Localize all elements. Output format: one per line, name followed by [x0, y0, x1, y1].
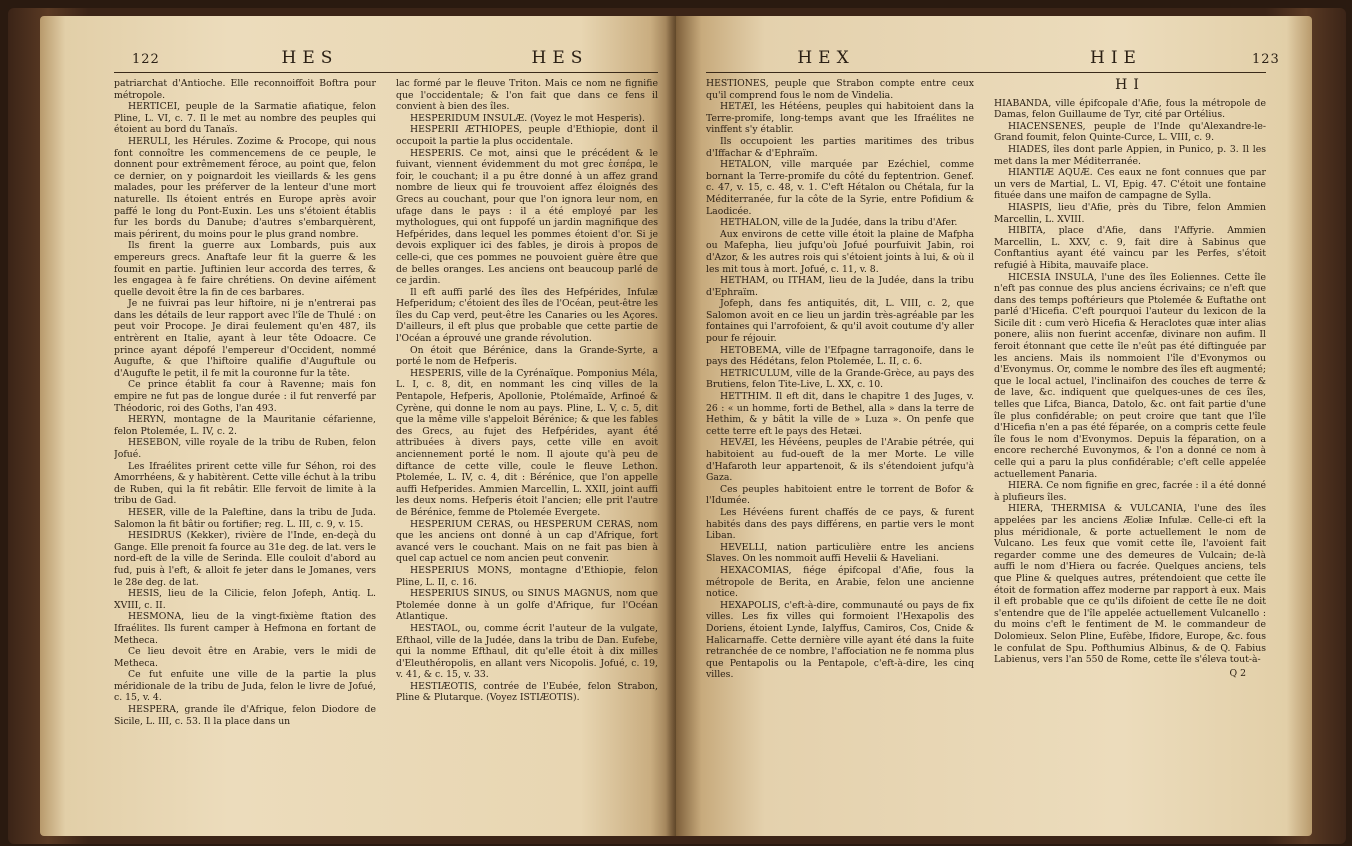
- signature-mark: Q 2: [1229, 667, 1246, 679]
- entry-paragraph: HESEBON, ville royale de la tribu de Ruben, felon Jofué.: [114, 437, 376, 460]
- header-rule: [706, 72, 1266, 73]
- running-head: HES: [281, 48, 339, 68]
- entry-paragraph: HERULI, les Hérules. Zozime & Procope, qui nous font connoître les commencemens de ce peuple, le donnent pour extrêmement féroce, au point que, felon ce dernier, on y poignardoit les vieillards & les gens malades, pour les préferver de la lenteur d'une mort naturelle. Ils étoient entrés en Europe après avoir paffé le long du Pont-Euxin. Les uns s'étoient établis fur les bords du Danube; d'autres s'embarquèrent, mais périrent, du moins pour le plus grand nombre.: [114, 135, 376, 240]
- entry-paragraph: HIABANDA, ville épifcopale d'Afie, fous la métropole de Damas, felon Guillaume de Tyr, cité par Ortélius.: [994, 97, 1266, 121]
- running-head: HES: [531, 48, 589, 68]
- entry-paragraph: HEXACOMIAS, fiége épifcopal d'Afie, fous la métropole de Berita, en Arabie, felon une ancienne notice.: [706, 564, 974, 600]
- text-column-right: [994, 78, 1266, 826]
- entry-paragraph: HETOBEMA, ville de l'Efpagne tarragonoife, dans le pays des Hédétans, felon Ptolemée, L. II, c. 6.: [706, 344, 974, 368]
- entry-paragraph: HESIS, lieu de la Cilicie, felon Jofeph, Antiq. L. XVIII, c. II.: [114, 588, 376, 611]
- entry-paragraph: On étoit que Bérénice, dans la Grande-Syrte, a porté le nom de Hefperis.: [396, 344, 658, 368]
- entry-paragraph: Ce prince établit fa cour à Ravenne; mais fon empire ne fut pas de longue durée : il fut renverfé par Théodoric, roi des Goths, l'an 493.: [114, 379, 376, 414]
- entry-paragraph: HESMONA, lieu de la vingt-fixième ftation des Ifraélites. Ils furent camper à Hefmona en fortant de Metheca.: [114, 611, 376, 646]
- entry-paragraph: HESPERII ÆTHIOPES, peuple d'Ethiopie, dont il occupoit la partie la plus occidentale.: [396, 124, 658, 147]
- entry-paragraph: HESER, ville de la Paleftine, dans la tribu de Juda. Salomon la fit bâtir ou fortifier; reg. L. III, c. 9, v. 15.: [114, 506, 376, 530]
- entry-paragraph: lac formé par le fleuve Triton. Mais ce nom ne fignifie que l'occidentale; & l'on fait que dans ce fens il convient à bien des îles.: [396, 78, 658, 113]
- entry-paragraph: Ils firent la guerre aux Lombards, puis aux empereurs grecs. Anaftafe leur fit la guerre & les foumit en partie. Juftinien leur accorda des terres, & les engagea à fe faire chrétiens. On devine aifément quelle devoit être la fin de ces barbares.: [114, 240, 376, 298]
- running-head: HEX: [797, 48, 855, 68]
- entry-paragraph: HETHAM, ou ITHAM, lieu de la Judée, dans la tribu d'Ephraïm.: [706, 275, 974, 298]
- entry-paragraph: HIASPIS, lieu d'Afie, près du Tibre, felon Ammien Marcellin, L. XVIII.: [994, 201, 1266, 225]
- entry-paragraph: HETTHIM. Il eft dit, dans le chapitre 1 des Juges, v. 26 : « un homme, forti de Bethel, alla » dans la terre de Hethim, & y bâtit la ville de » Luza ». On penfe que cette terre eft le pays des Hetæi.: [706, 391, 974, 437]
- text-column-left: [114, 78, 376, 826]
- left-page: [40, 16, 676, 836]
- entry-paragraph: HESTIONES, peuple que Strabon compte entre ceux qu'il comprend fous le nom de Vindelia.: [706, 78, 974, 101]
- text-column-left: [706, 78, 974, 826]
- entry-paragraph: Jofeph, dans fes antiquités, dit, L. VIII, c. 2, que Salomon avoit en ce lieu un jardin très-agréable par les fontaines qui l'arrofoient, & qu'il avoit coutume d'y aller pour fe réjouir.: [706, 298, 974, 345]
- entry-paragraph: Aux environs de cette ville étoit la plaine de Mafpha ou Mafepha, lieu jufqu'où Jofué pourfuivit Jabin, roi d'Azor, & les autres rois qui s'étoient joints à lui, & où il les mit tous à mort. Jofué, c. 11, v. 8.: [706, 228, 974, 275]
- entry-paragraph: HIBITA, place d'Afie, dans l'Affyrie. Ammien Marcellin, L. XXV, c. 9, fait dire à Sabinus que Conftantius ayant été vaincu par les Perfes, s'étoit refugié à Hibita, mauvaife place.: [994, 225, 1266, 271]
- entry-paragraph: HIERA, THERMISA & VULCANIA, l'une des îles appelées par les anciens Æoliæ Infulæ. Celle-ci eft la plus méridionale, & porte actuellement le nom de Vulcano. Les feux que vomit cette île, l'avoient fait regarder comme une des demeures de Vulcain; de-là auffi le nom d'Hiera ou facrée. Quelques anciens, tels que Pline & quelques autres, prétendoient que cette île étoit de formation affez moderne par rapport à eux. Mais il eft probable que ce qu'ils difoient de cette île ne doit s'entendre que de l'île appelée actuellement Vulcanello : du moins c'eft le fentiment de M. le commandeur de Dolomieux. Selon Pline, Eufèbe, Ifidore, Europe, &c. fous le confulat de Spu. Pofthumius Albinus, & de Q. Fabius Labienus, vers l'an 550 de Rome, cette île s'éleva tout-à-: [994, 503, 1266, 666]
- entry-paragraph: HESTIÆOTIS, contrée de l'Eubée, felon Strabon, Pline & Plutarque. (Voyez ISTIÆOTIS).: [396, 680, 658, 704]
- entry-paragraph: HERTICEI, peuple de la Sarmatie afiatique, felon Pline, L. VI, c. 7. Il le met au nombre des peuples qui étoient au bord du Tanaïs.: [114, 101, 376, 136]
- entry-paragraph: HICESIA INSULA, l'une des îles Eoliennes. Cette île n'eft pas connue des plus anciens écrivains; ce n'eft que dans des temps poftérieurs que Ptolemée & Euftathe ont parlé d'Hicefia. C'eft pourquoi l'auteur du lexicon de la Sicile dit : cum verò Hicefia & Heraclotes quæ inter alias ponere, aliis non fuerint accenfæ, divinare non aufim. Il feroit étonnant que cette île n'eût pas été diftinguée par les anciens. Mais ils nommoient l'île d'Evonymos ou d'Evonymus. Or, comme le nombre des îles eft augmenté; que le local actuel, l'inclinaifon des couches de terre & de lave, &c. indiquent que quelques-unes de ces îles, telles que Lifca, Bianca, Datolo, &c. ont fait partie d'une île plus confidérable; on peut croire que tant que l'île d'Hicefia n'en a pas été féparée, on a compris cette feule île fous le nom d'Evonymos. Depuis la féparation, on a encore recherché Euvonymos, & l'on a donné ce nom à celle qui a paru la plus confidérable; c'eft celle appelée actuellement Panaria.: [994, 271, 1266, 480]
- entry-paragraph: HETALON, ville marquée par Ezéchiel, comme bornant la Terre-promife du côté du feptentrion. Genef. c. 47, v. 15, c. 48, v. 1. C'eft Hétalon ou Chétala, fur la Méditerranée, fur la côte de la Syrie, entre Pofidium & Laodicée.: [706, 159, 974, 217]
- page-number: 122: [132, 52, 160, 67]
- entry-paragraph: HETHALON, ville de la Judée, dans la tribu d'Afer.: [720, 217, 958, 229]
- entry-paragraph: HERYN, montagne de la Mauritanie céfarienne, felon Ptolemée, L. IV, c. 2.: [114, 414, 376, 437]
- entry-paragraph: HESPERIUM CERAS, ou HESPERUM CERAS, nom que les anciens ont donné à un cap d'Afrique, fort avancé vers le couchant. Mais on ne fait pas bien à quel cap actuel ce nom ancien peut convenir.: [396, 518, 658, 565]
- entry-paragraph: Les Hévéens furent chaffés de ce pays, & furent habités dans des pays différens, en partie vers le mont Liban.: [706, 506, 974, 542]
- entry-paragraph: Ces peuples habitoient entre le torrent de Bofor & l'Idumée.: [706, 483, 974, 507]
- entry-paragraph: HESPERIDUM INSULÆ. (Voyez le mot Hesperis).: [410, 112, 645, 124]
- page-number: 123: [1252, 52, 1280, 67]
- entry-paragraph: HEVELLI, nation particulière entre les anciens Slaves. On les nommoit auffi Hevelii & Haveliani.: [706, 541, 974, 565]
- entry-paragraph: HESPERIS, ville de la Cyrénaïque. Pomponius Méla, L. I, c. 8, dit, en nommant les cinq villes de la Pentapole, Hefperis, Apollonie, Ptolémaïde, Arfinoé & Cyrène, qui donne le nom au pays. Pline, L. V, c. 5, dit que la même ville s'appeloit Bérénice; & que les fables des Grecs, au fujet des Hefpérides, ayant été attribuées à divers pays, cette ville en avoit anciennement porté le nom. Il ajoute qu'à peu de diftance de cette ville, coule le fleuve Lethon. Ptolemée, L. IV, c. 4, dit : Bérénice, que l'on appelle auffi Hefperides. Ammien Marcellin, L. XXII, joint auffi les deux noms. Hefperis étoit l'ancien; elle prit l'autre de Bérénice, femme de Ptolemée Evergete.: [396, 367, 658, 518]
- section-heading: HI: [1115, 78, 1145, 93]
- text-column-right: [396, 78, 658, 826]
- entry-paragraph: HESPERIUS SINUS, ou SINUS MAGNUS, nom que Ptolemée donne à un golfe d'Afrique, fur l'Océan Atlantique.: [396, 588, 658, 623]
- entry-paragraph: HETÆI, les Hétéens, peuples qui habitoient dans la Terre-promife, long-temps avant que les Ifraélites ne vinffent s'y établir.: [706, 101, 974, 136]
- entry-paragraph: Ils occupoient les parties maritimes des tribus d'Iffachar & d'Ephraïm.: [706, 135, 974, 159]
- running-head: HIE: [1090, 48, 1142, 68]
- entry-paragraph: Ce fut enfuite une ville de la partie la plus méridionale de la tribu de Juda, felon le livre de Jofué, c. 15, v. 4.: [114, 669, 376, 704]
- header-rule: [114, 72, 658, 73]
- entry-paragraph: HEVÆI, les Hévéens, peuples de l'Arabie pétrée, qui habitoient au fud-oueft de la mer Morte. Le ville d'Hafaroth leur appartenoit, & ils s'étendoient jufqu'à Gaza.: [706, 437, 974, 484]
- entry-paragraph: HEXAPOLIS, c'eft-à-dire, communauté ou pays de fix villes. Les fix villes qui formoient l'Hexapolis des Doriens, étoient Lynde, Ialyffus, Camiros, Cos, Cnide & Halicarnaffe. Cette dernière ville ayant été dans la fuite retranchée de ce nombre, l'affociation ne fe nomma plus que Pentapolis ou la Pentapole, c'eft-à-dire, les cinq villes.: [706, 599, 974, 681]
- entry-paragraph: Je ne fuivrai pas leur hiftoire, ni je n'entrerai pas dans les détails de leur rapport avec l'île de Thulé : on peut voir Procope. Je dirai feulement qu'en 487, ils entrèrent en Italie, ayant à leur tête Odoacre. Ce prince ayant dépofé l'empereur d'Occident, nommé Augufte, & que l'hiftoire qualifie d'Auguftule ou d'Augufte le petit, il fe mit la couronne fur la tête.: [114, 298, 376, 379]
- entry-paragraph: HESIDRUS (Kekker), rivière de l'Inde, en-deçà du Gange. Elle prenoit fa fource au 31e deg. de lat. vers le nord-eft de la ville de Serinda. Elle couloit d'abord au fud, puis à l'eft, & alloit fe jeter dans le Jomanes, vers le 28e deg. de lat.: [114, 530, 376, 588]
- entry-paragraph: patriarchat d'Antioche. Elle reconnoiffoit Boftra pour métropole.: [114, 78, 376, 101]
- entry-paragraph: HIANTIÆ AQUÆ. Ces eaux ne font connues que par un vers de Martial, L. VI, Epig. 47. C'étoit une fontaine fituée dans une maifon de campagne de Sylla.: [994, 167, 1266, 202]
- right-page: [676, 16, 1312, 836]
- entry-paragraph: HETRICULUM, ville de la Grande-Grèce, au pays des Brutiens, felon Tite-Live, L. XX, c. 10.: [706, 367, 974, 391]
- entry-paragraph: HIADES, îles dont parle Appien, in Punico, p. 3. Il les met dans la mer Méditerranée.: [994, 143, 1266, 167]
- entry-paragraph: Il eft auffi parlé des îles des Hefpérides, Infulæ Hefperidum; c'étoient des îles de l'Océan, peut-être les îles du Cap verd, peut-être les Canaries ou les Açores. D'ailleurs, il eft plus que probable que cette partie de l'Océan a éprouvé une grande révolution.: [396, 286, 658, 345]
- entry-paragraph: HESPERIUS MONS, montagne d'Ethiopie, felon Pline, L. II, c. 16.: [396, 564, 658, 588]
- entry-paragraph: HESPERA, grande île d'Afrique, felon Diodore de Sicile, L. III, c. 53. Il la place dans un: [114, 704, 376, 727]
- entry-paragraph: HIACENSENES, peuple de l'Inde qu'Alexandre-le-Grand foumit, felon Quinte-Curce, L. VIII, c. 9.: [994, 120, 1266, 144]
- entry-paragraph: HESTAOL, ou, comme écrit l'auteur de la vulgate, Efthaol, ville de la Judée, dans la tribu de Dan. Eufebe, qui la nomme Efthaul, dit qu'elle étoit à dix milles d'Eleuthéropolis, en allant vers Nicopolis. Jofué, c. 19, v. 41, & c. 15, v. 33.: [396, 622, 658, 681]
- entry-paragraph: HIERA. Ce nom fignifie en grec, facrée : il a été donné à plufieurs îles.: [994, 480, 1266, 503]
- entry-paragraph: Les Ifraélites prirent cette ville fur Séhon, roi des Amorrhéens, & y habitèrent. Cette ville échut à la tribu de Ruben, qui la fit rebâtir. Elle fervoit de limite à la tribu de Gad.: [114, 460, 376, 507]
- entry-paragraph: Ce lieu devoit être en Arabie, vers le midi de Metheca.: [114, 646, 376, 669]
- entry-paragraph: HESPERIS. Ce mot, ainsi que le précédent & le fuivant, viennent évidemment du mot grec ἑσπέρα, le foir, le couchant; il a pu être donné à un affez grand nombre de lieux qui fe trouvoient affez éloignés des Grecs au couchant, pour que l'on ignora leur nom, en ufage dans le pays : il a été employé par les mythologues, qui ont fuppofé un jardin magnifique des Hefpérides, dans lequel les pommes étoient d'or. Si je devois expliquer ici des fables, je dirois à propos de celle-ci, que ces pommes ne pouvoient guère être que de belles oranges. Les anciens ont beaucoup parlé de ce jardin.: [396, 147, 658, 287]
